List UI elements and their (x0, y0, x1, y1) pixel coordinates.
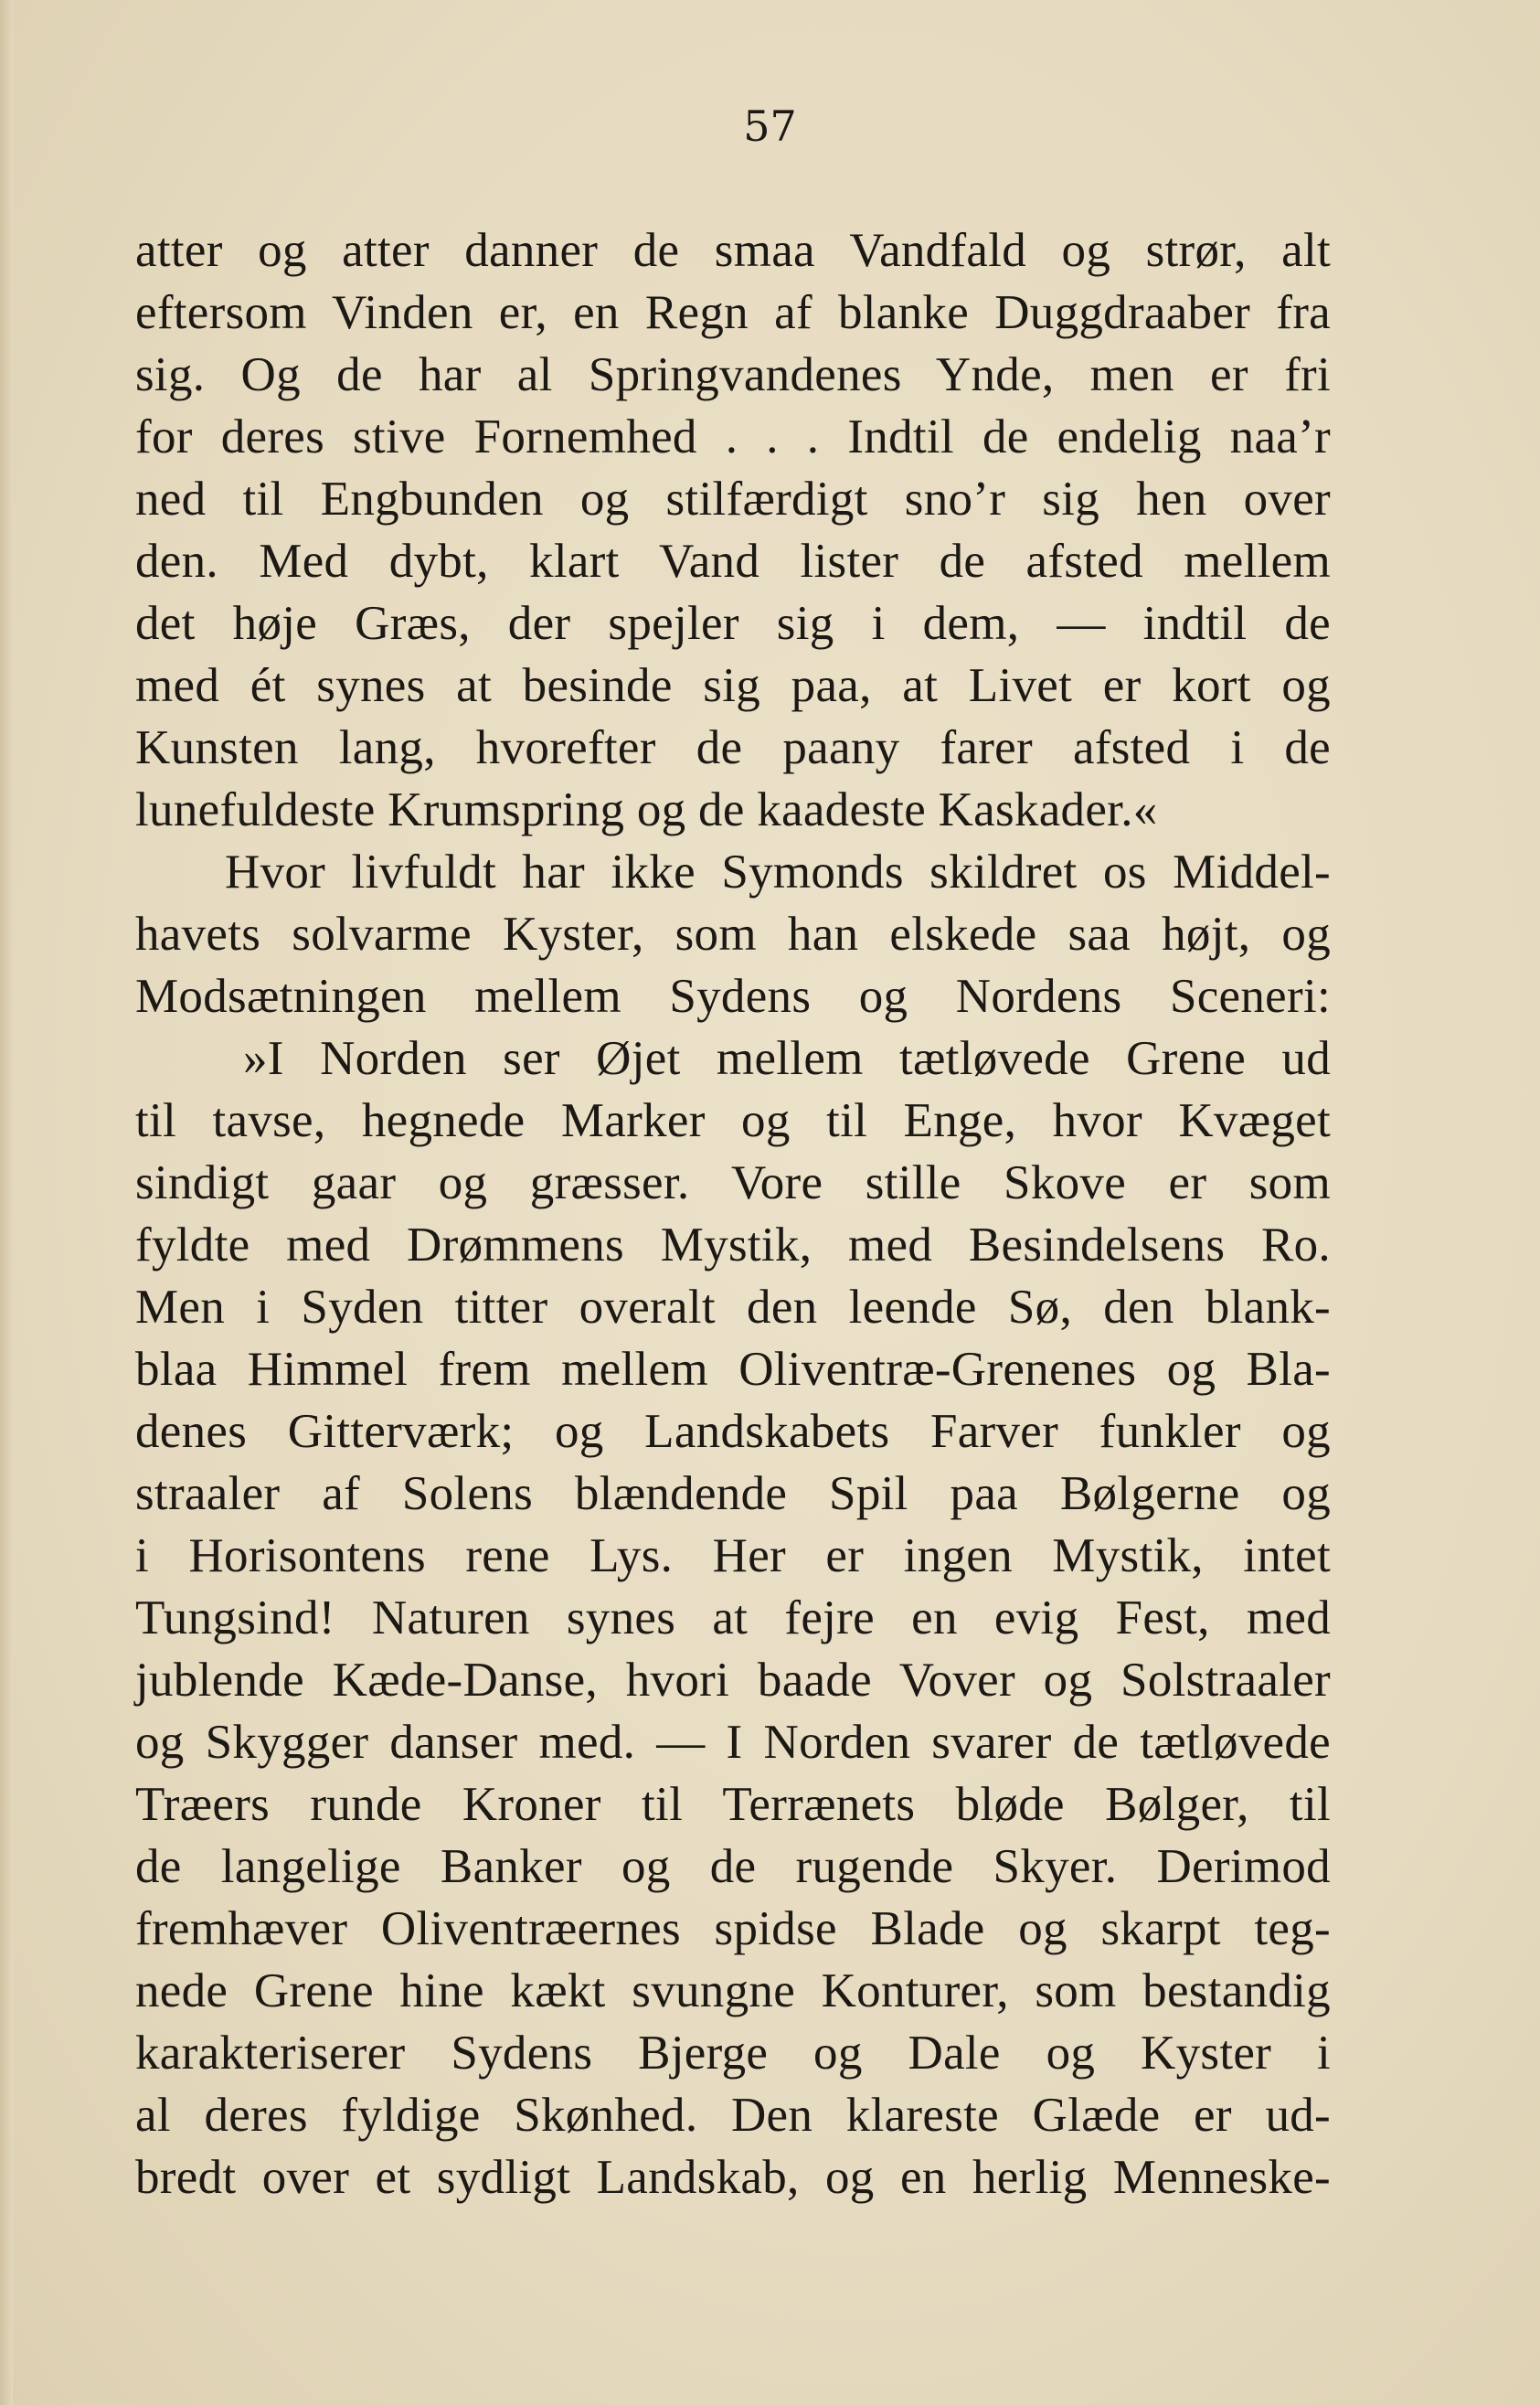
text-line: den. Med dybt, klart Vand lister de afsted mellem (135, 535, 1331, 588)
text-line: det høje Græs, der spejler sig i dem, — indtil de (135, 597, 1331, 650)
text-line: sig. Og de har al Springvandenes Ynde, men er fri (135, 348, 1331, 401)
text-line: Kunsten lang, hvorefter de paany farer afsted i de (135, 721, 1331, 774)
text-line: straaler af Solens blændende Spil paa Bølgerne og (135, 1467, 1331, 1520)
text-line: Træers runde Kroner til Terrænets bløde Bølger, til (135, 1778, 1331, 1831)
text-line: Modsætningen mellem Sydens og Nordens Sceneri: (135, 970, 1331, 1023)
text-line: lunefuldeste Krumspring og de kaadeste Kaskader.« (135, 783, 1158, 836)
text-line: fyldte med Drømmens Mystik, med Besindelsens Ro. (135, 1218, 1331, 1272)
text-line: sindigt gaar og græsser. Vore stille Skove er som (135, 1156, 1331, 1209)
text-line: blaa Himmel frem mellem Oliventræ-Grenenes og Bla- (135, 1343, 1331, 1396)
text-line: denes Gitterværk; og Landskabets Farver funkler og (135, 1405, 1331, 1458)
text-line: Tungsind! Naturen synes at fejre en evig Fest, med (135, 1591, 1331, 1644)
text-line: fremhæver Oliventræernes spidse Blade og skarpt teg- (135, 1902, 1331, 1955)
body-text (135, 219, 1331, 2208)
text-line: Men i Syden titter overalt den leende Sø, den blank- (135, 1281, 1331, 1334)
text-line: jublende Kæde-Danse, hvori baade Vover og Solstraaler (135, 1654, 1331, 1707)
text-line: til tavse, hegnede Marker og til Enge, hvor Kvæget (135, 1094, 1331, 1147)
text-line: ned til Engbunden og stilfærdigt sno’r sig hen over (135, 473, 1331, 526)
text-line: i Horisontens rene Lys. Her er ingen Mystik, intet (135, 1529, 1331, 1582)
text-line: for deres stive Fornemhed . . . Indtil de endelig naa’r (135, 410, 1331, 463)
text-line: bredt over et sydligt Landskab, og en herlig Menneske- (135, 2151, 1331, 2204)
text-line: »I Norden ser Øjet mellem tætløvede Grene ud (243, 1032, 1331, 1085)
page-gutter-shadow (0, 0, 13, 2405)
text-line: karakteriserer Sydens Bjerge og Dale og Kyster i (135, 2027, 1331, 2080)
text-line: med ét synes at besinde sig paa, at Livet er kort og (135, 659, 1331, 712)
text-line: Hvor livfuldt har ikke Symonds skildret os Middel- (225, 846, 1331, 899)
page-number: 57 (743, 101, 797, 151)
text-line: eftersom Vinden er, en Regn af blanke Duggdraaber fra (135, 286, 1331, 339)
text-line: atter og atter danner de smaa Vandfald og strør, alt (135, 224, 1331, 277)
text-line: og Skygger danser med. — I Norden svarer de tætløvede (135, 1716, 1331, 1769)
text-line: havets solvarme Kyster, som han elskede saa højt, og (135, 908, 1331, 961)
text-line: al deres fyldige Skønhed. Den klareste Glæde er ud- (135, 2089, 1331, 2142)
text-line: nede Grene hine kækt svungne Konturer, som bestandig (135, 1964, 1331, 2017)
text-line: de langelige Banker og de rugende Skyer. Derimod (135, 1840, 1331, 1893)
